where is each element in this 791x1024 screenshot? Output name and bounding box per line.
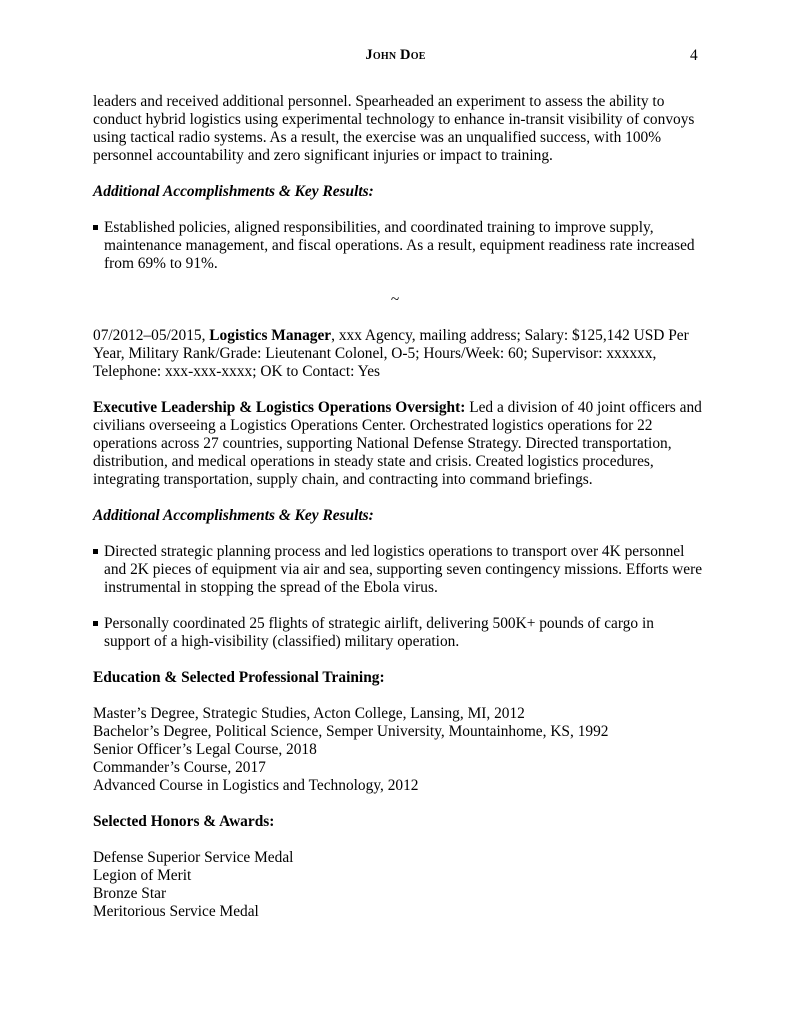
list-item-text: Established policies, aligned responsibilities, and coordinated training to improve supply, maintenance management, and fiscal operations. As a result, equipment readiness rate increased from 69% to 91%. [104,219,695,272]
honor-item: Legion of Merit [93,867,192,884]
accomplishments-label-2: Additional Accomplishments & Key Results: [93,507,374,524]
leadership-paragraph [93,399,703,489]
list-item [93,543,703,597]
list-item-text: Personally coordinated 25 flights of strategic airlift, delivering 500K+ pounds of cargo in support of a high-visibility (classified) military operation. [104,615,654,650]
square-bullet-icon [93,549,98,554]
job-dates: 07/2012–05/2015, [93,327,210,344]
accomplishments-list-2b [93,615,703,651]
job-details: , xxx Agency, mailing address; Salary: $125,142 USD Per Year, Military Rank/Grade: Lieutenant Colonel, O-5; Hours/Week: 60; Supervisor: xxxxxx, Telephone: xxx-xxx-xxxx; OK to Contact: Yes [93,327,689,380]
education-item: Bachelor’s Degree, Political Science, Semper University, Mountainhome, KS, 1992 [93,723,609,740]
list-item-text: Directed strategic planning process and led logistics operations to transport over 4K personnel and 2K pieces of equipment via air and sea, supporting seven contingency missions. Efforts were instrumental in stopping the spread of the Ebola virus. [104,543,703,596]
square-bullet-icon [93,225,98,230]
honor-item: Bronze Star [93,885,167,902]
square-bullet-icon [93,621,98,626]
education-item: Commander’s Course, 2017 [93,759,266,776]
honors-heading: Selected Honors & Awards: [93,813,275,830]
job-entry [93,327,703,381]
education-item: Master’s Degree, Strategic Studies, Acton College, Lansing, MI, 2012 [93,705,525,722]
honor-item: Meritorious Service Medal [93,903,259,920]
education-heading: Education & Selected Professional Training: [93,669,385,686]
accomplishments-label-1: Additional Accomplishments & Key Results: [93,183,374,200]
leadership-text: Led a division of 40 joint officers and civilians overseeing a Logistics Operations Center. Orchestrated logistics operations for 22 operations across 27 countries, supporting National Defense Strategy. Directed transportation, distribution, and medical operations in steady state and crisis. Created logistics procedures, integrating transportation, supply chain, and contracting into command briefings. [93,399,702,488]
leadership-label: Executive Leadership & Logistics Operations Oversight: [93,399,466,416]
list-item [93,219,703,273]
job-title: Logistics Manager [209,327,332,344]
intro-paragraph: leaders and received additional personnel. Spearheaded an experiment to assess the ability to conduct hybrid logistics using experimental technology to enhance in-transit visibility of convoys using tactical radio systems. As a result, the exercise was an unqualified success, with 100% personnel accountability and zero significant injuries or impact to training. [93,93,695,164]
section-separator: ~ [390,291,400,308]
accomplishments-list-2 [93,543,703,597]
accomplishments-list-1 [93,219,703,273]
header-name: John Doe [365,47,426,63]
page-number: 4 [690,47,698,64]
resume-content [93,93,703,921]
list-item [93,615,703,651]
education-item: Senior Officer’s Legal Course, 2018 [93,741,317,758]
honor-item: Defense Superior Service Medal [93,849,294,866]
education-item: Advanced Course in Logistics and Technology, 2012 [93,777,419,794]
